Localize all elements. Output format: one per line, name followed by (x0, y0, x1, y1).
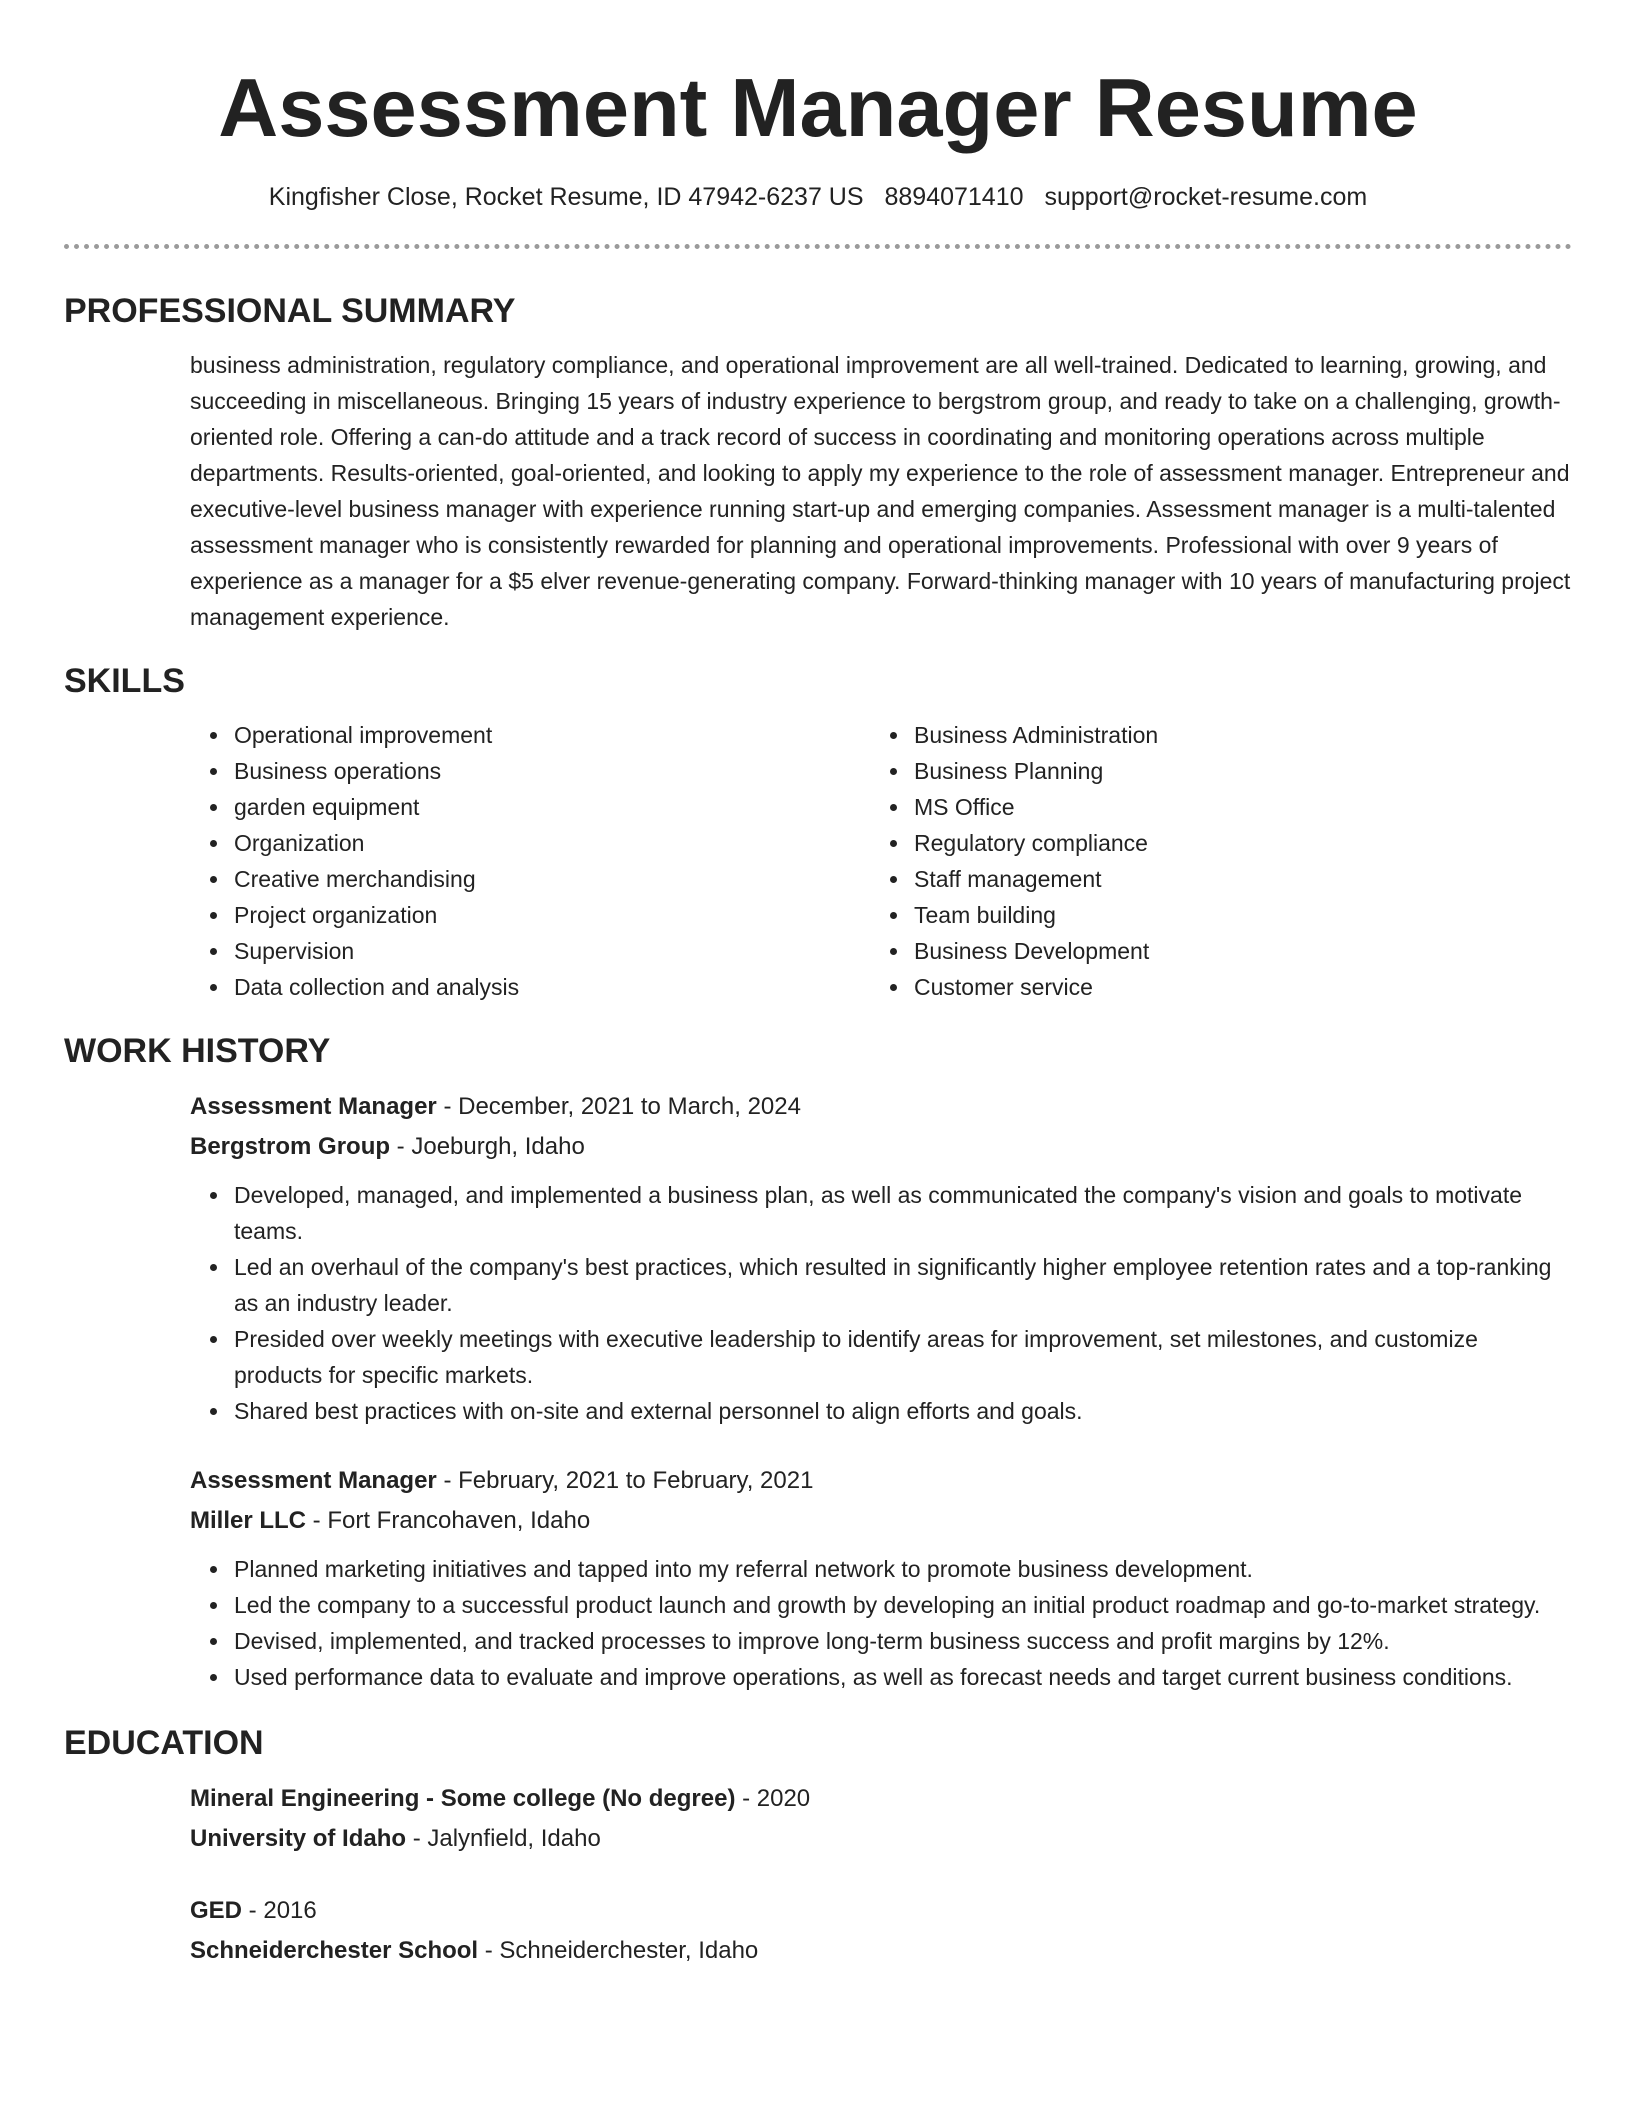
resume-title: Assessment Manager Resume (218, 61, 1418, 154)
job-company-line (190, 1127, 1572, 1167)
skill-item: Operational improvement (234, 717, 870, 753)
job-bullet: Shared best practices with on-site and external personnel to align efforts and goals. (234, 1393, 1572, 1429)
work-history-section (190, 1087, 1572, 1695)
skill-item: Regulatory compliance (914, 825, 1550, 861)
resume-page (64, 0, 1572, 1971)
education-location: - Schneiderchester, Idaho (478, 1937, 759, 1964)
job-bullet: Planned marketing initiatives and tapped into my referral network to promote business development. (234, 1551, 1572, 1587)
education-section (190, 1779, 1572, 1971)
skill-item: Project organization (234, 897, 870, 933)
job-entry (190, 1087, 1572, 1429)
education-entry (190, 1891, 1572, 1971)
job-entry (190, 1461, 1572, 1695)
job-bullet: Presided over weekly meetings with executive leadership to identify areas for improvement, set milestones, and customize products for specific markets. (234, 1321, 1572, 1393)
skill-item: Team building (914, 897, 1550, 933)
job-bullet-list (190, 1177, 1572, 1429)
job-bullet: Led an overhaul of the company's best practices, which resulted in significantly higher employee retention rates and a top-ranking as an industry leader. (234, 1249, 1572, 1321)
education-degree: GED (190, 1897, 243, 1924)
summary-text: business administration, regulatory compliance, and operational improvement are all well-trained. Dedicated to learning, growing, and succeeding in miscellaneous. Bringing 15 years of industry experience to bergstrom group, and ready to take on a challenging, growth-oriented role. Offering a can-do attitude and a track record of success in coordinating and monitoring operations across multiple departments. Results-oriented, goal-oriented, and looking to apply my experience to the role of assessment manager. Entrepreneur and executive-level business manager with experience running start-up and emerging companies. Assessment manager is a multi-talented assessment manager who is consistently rewarded for planning and operational improvements. Professional with over 9 years of experience as a manager for a $5 elver revenue-generating company. Forward-thinking manager with 10 years of manufacturing project management experience. (190, 352, 1571, 630)
education-heading: EDUCATION (64, 1724, 264, 1762)
work-history-heading: WORK HISTORY (64, 1032, 331, 1070)
job-position: Assessment Manager (190, 1093, 437, 1120)
contact-line (64, 180, 1572, 214)
skills-column-right (870, 717, 1550, 1005)
education-entry (190, 1779, 1572, 1859)
education-school: University of Idaho (190, 1825, 407, 1852)
education-year: - 2016 (242, 1897, 317, 1924)
skill-item: Supervision (234, 933, 870, 969)
summary-section (190, 347, 1572, 635)
job-dates: - February, 2021 to February, 2021 (436, 1467, 814, 1494)
skill-item: Business Planning (914, 753, 1550, 789)
skill-item: MS Office (914, 789, 1550, 825)
job-bullet: Used performance data to evaluate and improve operations, as well as forecast needs and target current business conditions. (234, 1659, 1572, 1695)
education-location: - Jalynfield, Idaho (406, 1825, 601, 1852)
job-location: - Joeburgh, Idaho (390, 1133, 585, 1160)
job-bullet: Developed, managed, and implemented a business plan, as well as communicated the company's vision and goals to motivate teams. (234, 1177, 1572, 1249)
job-title-line (190, 1087, 1572, 1127)
contact-email: support@rocket-resume.com (1044, 183, 1368, 211)
skills-column-left (190, 717, 870, 1005)
education-school-line (190, 1819, 1572, 1859)
job-title-line (190, 1461, 1572, 1501)
skill-item: Customer service (914, 969, 1550, 1005)
education-degree-line (190, 1779, 1572, 1819)
education-degree-line (190, 1891, 1572, 1931)
skills-heading: SKILLS (64, 662, 185, 700)
job-company-line (190, 1501, 1572, 1541)
skill-item: Creative merchandising (234, 861, 870, 897)
skill-item: Organization (234, 825, 870, 861)
skills-section (190, 717, 1572, 1005)
summary-heading: PROFESSIONAL SUMMARY (64, 292, 516, 330)
skill-item: garden equipment (234, 789, 870, 825)
skill-item: Data collection and analysis (234, 969, 870, 1005)
education-school-line (190, 1931, 1572, 1971)
contact-address: Kingfisher Close, Rocket Resume, ID 47942-6237 US (268, 183, 864, 211)
job-dates: - December, 2021 to March, 2024 (436, 1093, 801, 1120)
job-bullet-list (190, 1551, 1572, 1695)
education-school: Schneiderchester School (190, 1937, 479, 1964)
education-year: - 2020 (735, 1785, 811, 1812)
skill-item: Business operations (234, 753, 870, 789)
job-position: Assessment Manager (190, 1467, 437, 1494)
education-degree: Mineral Engineering - Some college (No degree) (190, 1785, 736, 1812)
job-location: - Fort Francohaven, Idaho (306, 1507, 591, 1534)
job-bullet: Devised, implemented, and tracked processes to improve long-term business success and profit margins by 12%. (234, 1623, 1572, 1659)
contact-phone: 8894071410 (884, 183, 1024, 211)
job-company: Miller LLC (190, 1507, 307, 1534)
header-divider (64, 244, 1572, 249)
skill-item: Business Development (914, 933, 1550, 969)
skills-list-right (870, 717, 1550, 1005)
skill-item: Business Administration (914, 717, 1550, 753)
skill-item: Staff management (914, 861, 1550, 897)
skills-list-left (190, 717, 870, 1005)
job-company: Bergstrom Group (190, 1133, 391, 1160)
job-bullet: Led the company to a successful product launch and growth by developing an initial product roadmap and go-to-market strategy. (234, 1587, 1572, 1623)
